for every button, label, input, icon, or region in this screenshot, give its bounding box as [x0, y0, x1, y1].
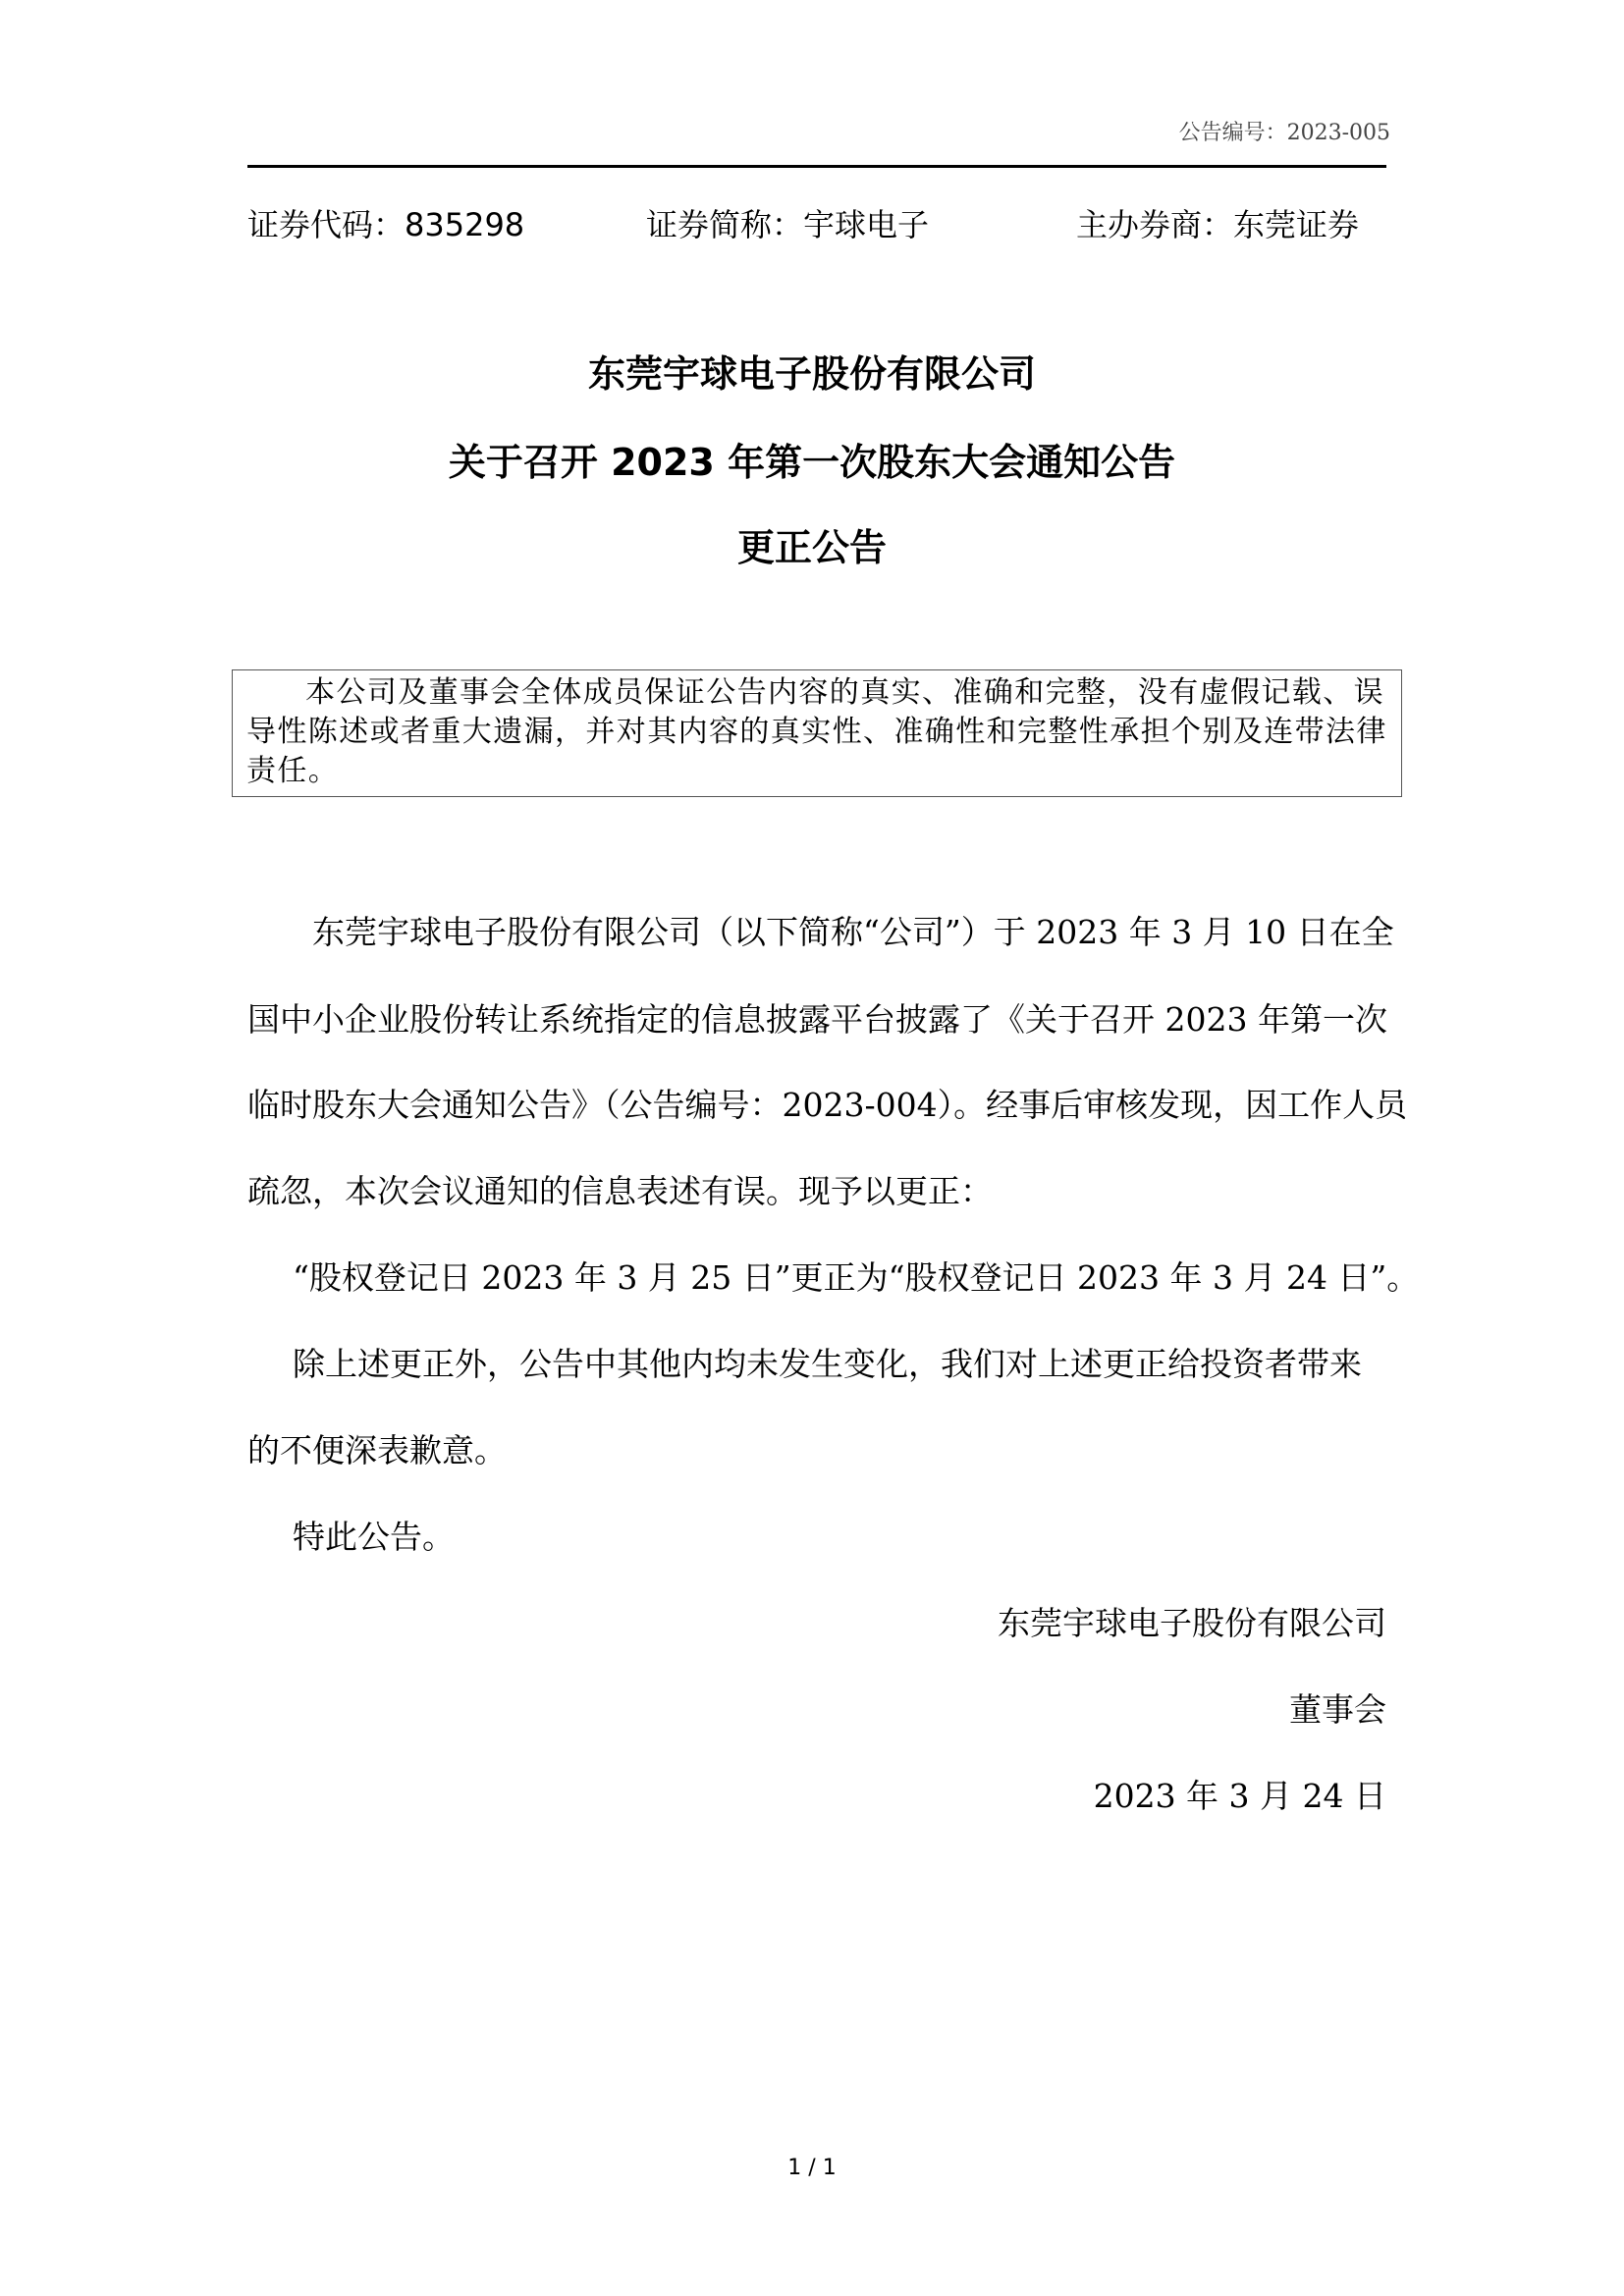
document-title-type: 更正公告	[736, 526, 887, 569]
body-paragraph-1-line-2: 国中小企业股份转让系统指定的信息披露平台披露了《关于召开 2023 年第一次	[247, 1000, 1387, 1039]
disclaimer-box	[232, 669, 1402, 797]
lead-broker: 主办券商：东莞证券	[1076, 206, 1360, 243]
body-paragraph-1-line-1: 东莞宇球电子股份有限公司（以下简称“公司”）于 2023 年 3 月 10 日在全	[312, 913, 1394, 951]
apology-paragraph-line-2: 的不便深表歉意。	[247, 1431, 507, 1469]
body-paragraph-1-line-3: 临时股东大会通知公告》（公告编号：2023-004）。经事后审核发现，因工作人员	[247, 1086, 1408, 1124]
security-code: 证券代码：835298	[247, 206, 525, 243]
body-paragraph-1-line-4: 疏忽，本次会议通知的信息表述有误。现予以更正：	[247, 1172, 993, 1210]
signature-company: 东莞宇球电子股份有限公司	[998, 1604, 1386, 1642]
header-divider	[247, 165, 1386, 168]
notice-number: 公告编号：2023-005	[1178, 121, 1390, 145]
apology-paragraph-line-1: 除上述更正外，公告中其他内均未发生变化，我们对上述更正给投资者带来	[293, 1345, 1362, 1383]
signature-date: 2023 年 3 月 24 日	[1093, 1777, 1386, 1815]
signature-board: 董事会	[1289, 1690, 1386, 1729]
page-number: 1 / 1	[787, 2156, 837, 2180]
closing-statement: 特此公告。	[293, 1518, 455, 1556]
correction-statement: “股权登记日 2023 年 3 月 25 日”更正为“股权登记日 2023 年 3 月 24 日”。	[293, 1258, 1420, 1297]
security-name: 证券简称：宇球电子	[646, 206, 930, 243]
disclaimer-text: 本公司及董事会全体成员保证公告内容的真实、准确和完整，没有虚假记载、误导性陈述或者重大遗漏，并对其内容的真实性、准确性和完整性承担个别及连带法律责任。	[246, 675, 1387, 788]
document-title-subject: 关于召开 2023 年第一次股东大会通知公告	[448, 441, 1176, 484]
document-title-company: 东莞宇球电子股份有限公司	[587, 352, 1036, 396]
